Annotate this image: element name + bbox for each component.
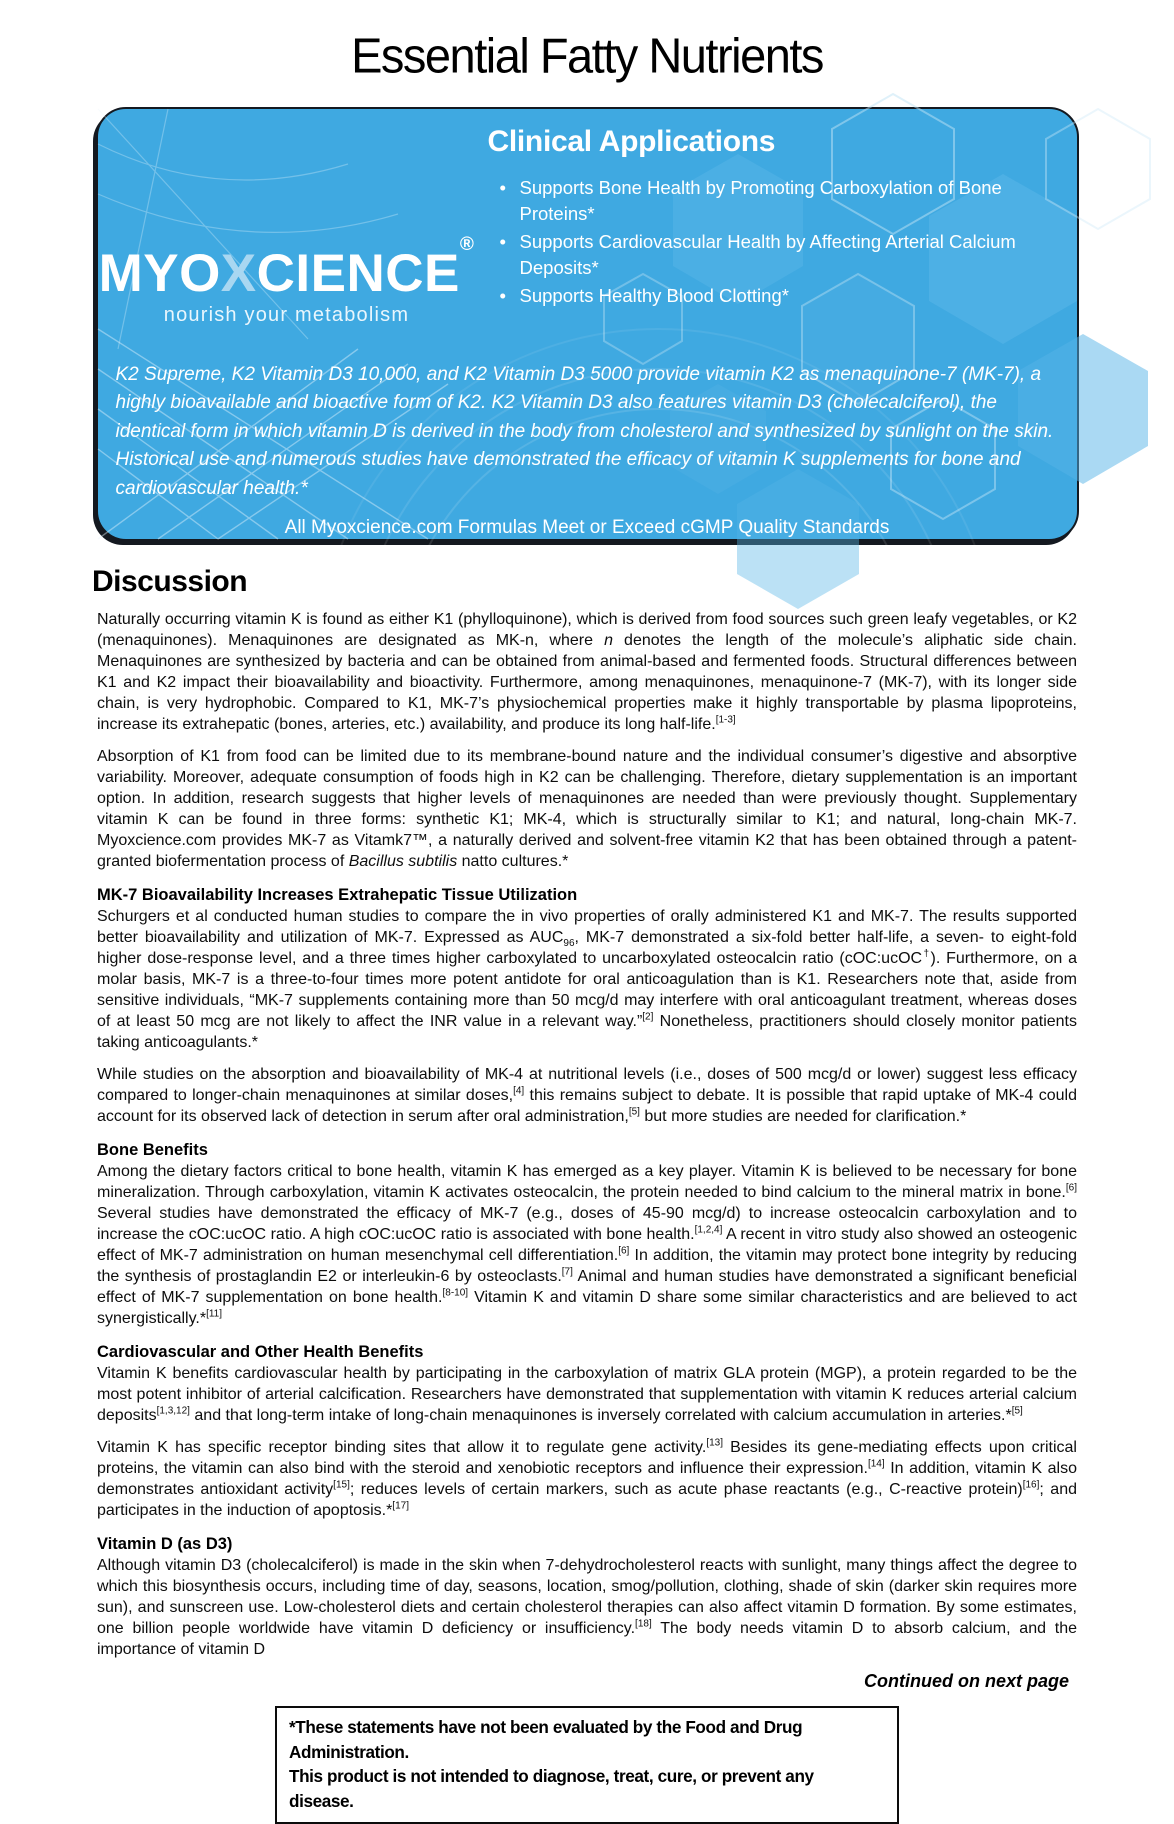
disclaimer-line-1: *These statements have not been evaluated by the Food and Drug Administration. bbox=[289, 1717, 803, 1762]
clinical-bullet: • Supports Healthy Blood Clotting* bbox=[498, 283, 1053, 309]
myoxcience-logo bbox=[98, 233, 475, 303]
discussion-paragraph: Naturally occurring vitamin K is found as either K1 (phylloquinone), which is derived from food sources such green leafy vegetables, or K2 (menaquinones). Menaquinones are designated as MK-n, where n denotes the length of the molecule’s aliphatic side chain. Menaquinones are synthesized by bacteria and can be obtained from animal-based and fermented foods. Structural differences between K1 and K2 impact their bioavailability and bioactivity. Furthermore, among menaquinones, menaquinone-7 (MK-7), with its longer side chain, is very hydrophobic. Compared to K1, MK-7’s physiochemical properties make it highly transportable by plasma lipoproteins, increase its extrahepatic (bones, arteries, etc.) availability, and produce its long half-life.[1-3] bbox=[97, 611, 1077, 733]
clinical-bullet: • Supports Cardiovascular Health by Affecting Arterial Calcium Deposits* bbox=[498, 229, 1053, 280]
disclaimer-line-2: This product is not intended to diagnose, treat, cure, or prevent any disease. bbox=[289, 1766, 814, 1811]
logo-x-glyph: X bbox=[220, 243, 257, 303]
subsection-heading: MK-7 Bioavailability Increases Extrahepatic Tissue Utilization bbox=[97, 886, 578, 904]
discussion-paragraph: Absorption of K1 from food can be limited due to its membrane-bound nature and the individual consumer’s digestive and absorptive variability. Moreover, adequate consumption of foods high in K2 can be challenging. Therefore, dietary supplementation is an important option. In addition, research suggests that higher levels of menaquinones are needed than were previously thought. Supplementary vitamin K can be found in three forms: synthetic K1; MK-4, which is structurally similar to K1; and natural, long-chain MK-7. Myoxcience.com provides MK-7 as Vitamk7™, a naturally derived and solvent-free vitamin K2 that has been obtained through a patent-granted biofermentation process of Bacillus subtilis natto cultures.* bbox=[97, 748, 1077, 870]
logo-text-suffix: CIENCE bbox=[256, 243, 460, 303]
registered-trademark-icon: ® bbox=[459, 233, 475, 255]
discussion-paragraph: While studies on the absorption and bioavailability of MK-4 at nutritional levels (i.e., doses of 500 mcg/d or lower) suggest less efficacy compared to longer-chain menaquinones at similar doses,[4] this remains subject to debate. It is possible that rapid uptake of MK-4 could account for its observed lack of detection in serum after oral administration,[5] but more studies are needed for clarification.* bbox=[97, 1066, 1078, 1125]
logo-tagline: nourish your metabolism bbox=[163, 303, 410, 326]
clinical-bullet: • Supports Bone Health by Promoting Carboxylation of Bone Proteins* bbox=[498, 175, 1053, 226]
subsection-heading: Cardiovascular and Other Health Benefits bbox=[97, 1343, 424, 1361]
product-intro-paragraph: K2 Supreme, K2 Vitamin D3 10,000, and K2 Vitamin D3 5000 provide vitamin K2 as menaquinone-7 (MK-7), a highly bioavailable and bioactive form of K2. K2 Vitamin D3 also features vitamin D3 (cholecalciferol), the identical form in which vitamin D is derived in the body from cholesterol and synthesized by sunlight on the skin. Historical use and numerous studies have demonstrated the efficacy of vitamin K supplements for bone and cardiovascular health.* bbox=[115, 363, 1054, 499]
document-page bbox=[0, 27, 1174, 1811]
discussion-paragraph: Vitamin K has specific receptor binding sites that allow it to regulate gene activity.[13] Besides its gene-mediating effects upon critical proteins, the vitamin can also bind with the steroid and xenobiotic receptors and influence their expression.[14] In addition, vitamin K also demonstrates antioxidant activity[15]; reduces levels of certain markers, such as acute phase reactants (e.g., C-reactive protein)[16]; and participates in the induction of apoptosis.*[17] bbox=[97, 1437, 1078, 1519]
brochure-box bbox=[96, 107, 1079, 541]
discussion-paragraph: Among the dietary factors critical to bone health, vitamin K has emerged as a key player. Vitamin K is believed to be necessary for bone mineralization. Through carboxylation, vitamin K activates osteocalcin, the protein needed to bind calcium to the mineral matrix in bone.[6] Several studies have demonstrated the efficacy of MK-7 (e.g., doses of 45-90 mcg/d) to increase osteocalcin carboxylation and to increase the cOC:ucOC ratio. A high cOC:ucOC ratio is associated with bone health.[1,2,4] A recent in vitro study also showed an osteogenic effect of MK-7 administration on human mesenchymal cell differentiation.[6] In addition, the vitamin may protect bone integrity by reducing the synthesis of prostaglandin E2 or interleukin-6 by osteoclasts.[7] Animal and human studies have demonstrated a significant beneficial effect of MK-7 supplementation on bone health.[8-10] Vitamin K and vitamin D share some similar characteristics and are believed to act synergistically.*[11] bbox=[97, 1163, 1078, 1327]
brand-logo-block bbox=[98, 109, 476, 349]
discussion-heading: Discussion bbox=[92, 565, 248, 598]
clinical-bullet-list bbox=[488, 175, 1053, 309]
continued-note: Continued on next page bbox=[864, 1671, 1069, 1691]
subsection-heading: Vitamin D (as D3) bbox=[97, 1535, 233, 1553]
discussion-paragraph: Although vitamin D3 (cholecalciferol) is made in the skin when 7-dehydrocholesterol reacts with sunlight, many things affect the degree to which this biosynthesis occurs, including time of day, seasons, location, smog/pollution, clothing, shade of skin (darker skin requires more sun), and sunscreen use. Low-cholesterol diets and certain cholesterol therapies can also affect vitamin D formation. By some estimates, one billion people worldwide have vitamin D deficiency or insufficiency.[18] The body needs vitamin D to absorb calcium, and the importance of vitamin D bbox=[97, 1557, 1077, 1658]
quality-standards-line: All Myoxcience.com Formulas Meet or Exceed cGMP Quality Standards bbox=[284, 517, 890, 538]
discussion-body bbox=[97, 609, 1077, 1660]
discussion-section bbox=[92, 565, 1077, 1660]
discussion-paragraph: Schurgers et al conducted human studies to compare the in vivo properties of orally administered K1 and MK-7. The results supported better bioavailability and utilization of MK-7. Expressed as $AUC_{96}$, MK-7 demonstrated a six-fold better half-life, a seven- to eight-fold higher dose-response level, and a three times higher carboxylated to uncarboxylated osteocalcin ratio (cOC:ucOC†). Furthermore, on a molar basis, MK-7 is a three-to-four times more potent antidote for oral anticoagulation than is K1. Researchers note that, aside from sensitive individuals, “MK-7 supplements containing more than 50 mcg/d may interfere with oral anticoagulant treatment, whereas doses of at least 50 mcg are not likely to affect the INR value in a relevant way.”[2] Nonetheless, practitioners should closely monitor patients taking anticoagulants.* bbox=[97, 908, 1078, 1051]
subsection-heading: Bone Benefits bbox=[97, 1141, 208, 1159]
disclaimer-box bbox=[275, 1706, 899, 1824]
logo-text-prefix: MYO bbox=[98, 243, 221, 303]
page-title: Essential Fatty Nutrients bbox=[351, 27, 823, 84]
clinical-applications-heading: Clinical Applications bbox=[487, 125, 776, 158]
discussion-paragraph: Vitamin K benefits cardiovascular health by participating in the carboxylation of matrix GLA protein (MGP), a protein regarded to be the most potent inhibitor of arterial calcification. Researchers have demonstrated that supplementation with vitamin K reduces arterial calcium deposits[1,3,12] and that long-term intake of long-chain menaquinones is inversely correlated with calcium accumulation in arteries.*[5] bbox=[97, 1365, 1077, 1424]
